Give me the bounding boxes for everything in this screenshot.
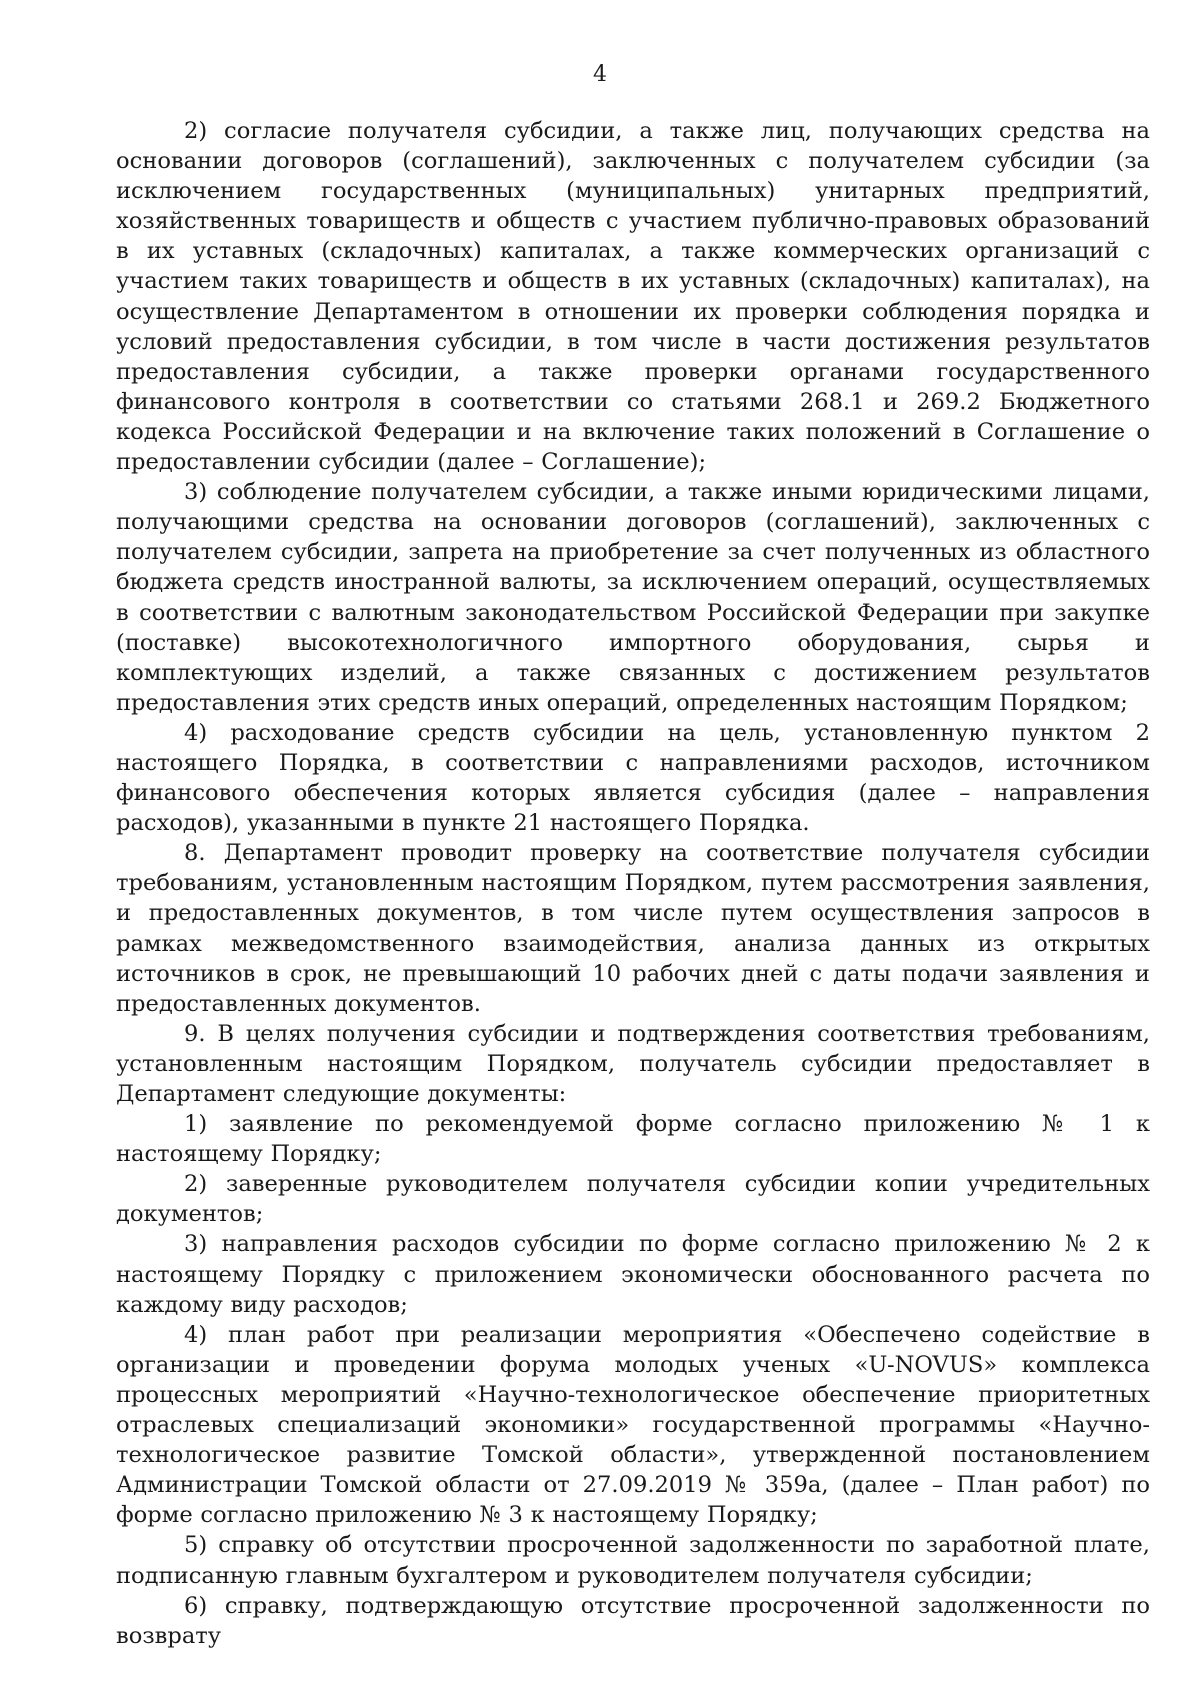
paragraph-doc-6-debt-certificate: 6) справку, подтверждающую отсутствие просроченной задолженности по возврату [116,1592,1150,1649]
paragraph-doc-4-work-plan: 4) план работ при реализации мероприятия «Обеспечено содействие в организации и проведении форума молодых ученых «U-NOVUS» комплекса процессных мероприятий «Научно-технологическое обеспечение приоритетных отраслевых специализаций экономики» государственной программы «Научно-технологическое развитие Томской области», утвержденной постановлением Администрации Томской области от 27.09.2019 № 359а, (далее – План работ) по форме согласно приложению № 3 к настоящему Порядку; [116,1321,1150,1529]
paragraph-item-2-consent: 2) согласие получателя субсидии, а также лиц, получающих средства на основании договоров (соглашений), заключенных с получателем субсидии (за исключением государственных (муниципальных) унитарных предприятий, хозяйственных товариществ и обществ с участием публично-правовых образований в их уставных (складочных) капиталах, а также коммерческих организаций с участием таких товариществ и обществ в их уставных (складочных) капиталах), на осуществление Департаментом в отношении их проверки соблюдения порядка и условий предоставления субсидии, в том числе в части достижения результатов предоставления субсидии, а также проверки органами государственного финансового контроля в соответствии со статьями 268.1 и 269.2 Бюджетного кодекса Российской Федерации и на включение таких положений в Соглашение о предоставлении субсидии (далее – Соглашение); [116,118,1150,476]
paragraph-section-8: 8. Департамент проводит проверку на соответствие получателя субсидии требованиям, установленным настоящим Порядком, путем рассмотрения заявления, и предоставленных документов, в том числе путем осуществления запросов в рамках межведомственного взаимодействия, анализа данных из открытых источников в срок, не превышающий 10 рабочих дней с даты подачи заявления и предоставленных документов. [116,840,1150,1017]
paragraph-doc-1-application: 1) заявление по рекомендуемой форме согласно приложению № 1 к настоящему Порядку; [116,1111,1150,1168]
paragraph-item-4-spending: 4) расходование средств субсидии на цель, установленную пунктом 2 настоящего Порядка, в соответствии с направлениями расходов, источником финансового обеспечения которых является субсидия (далее – направления расходов), указанными в пункте 21 настоящего Порядка. [116,719,1150,837]
page-number: 4 [593,62,607,87]
paragraph-doc-5-salary-certificate: 5) справку об отсутствии просроченной задолженности по заработной плате, подписанную главным бухгалтером и руководителем получателя субсидии; [116,1532,1150,1589]
paragraph-doc-3-expense-directions: 3) направления расходов субсидии по форме согласно приложению № 2 к настоящему Порядку с приложением экономически обоснованного расчета по каждому виду расходов; [116,1231,1150,1318]
document-body [116,116,1150,1651]
paragraph-doc-2-charter-copies: 2) заверенные руководителем получателя субсидии копии учредительных документов; [116,1171,1150,1228]
paragraph-item-3-currency-ban: 3) соблюдение получателем субсидии, а также иными юридическими лицами, получающими средства на основании договоров (соглашений), заключенных с получателем субсидии, запрета на приобретение за счет полученных из областного бюджета средств иностранной валюты, за исключением операций, осуществляемых в соответствии с валютным законодательством Российской Федерации при закупке (поставке) высокотехнологичного импортного оборудования, сырья и комплектующих изделий, а также связанных с достижением результатов предоставления этих средств иных операций, определенных настоящим Порядком; [116,479,1150,716]
paragraph-section-9: 9. В целях получения субсидии и подтверждения соответствия требованиям, установленным настоящим Порядком, получатель субсидии предоставляет в Департамент следующие документы: [116,1020,1150,1107]
